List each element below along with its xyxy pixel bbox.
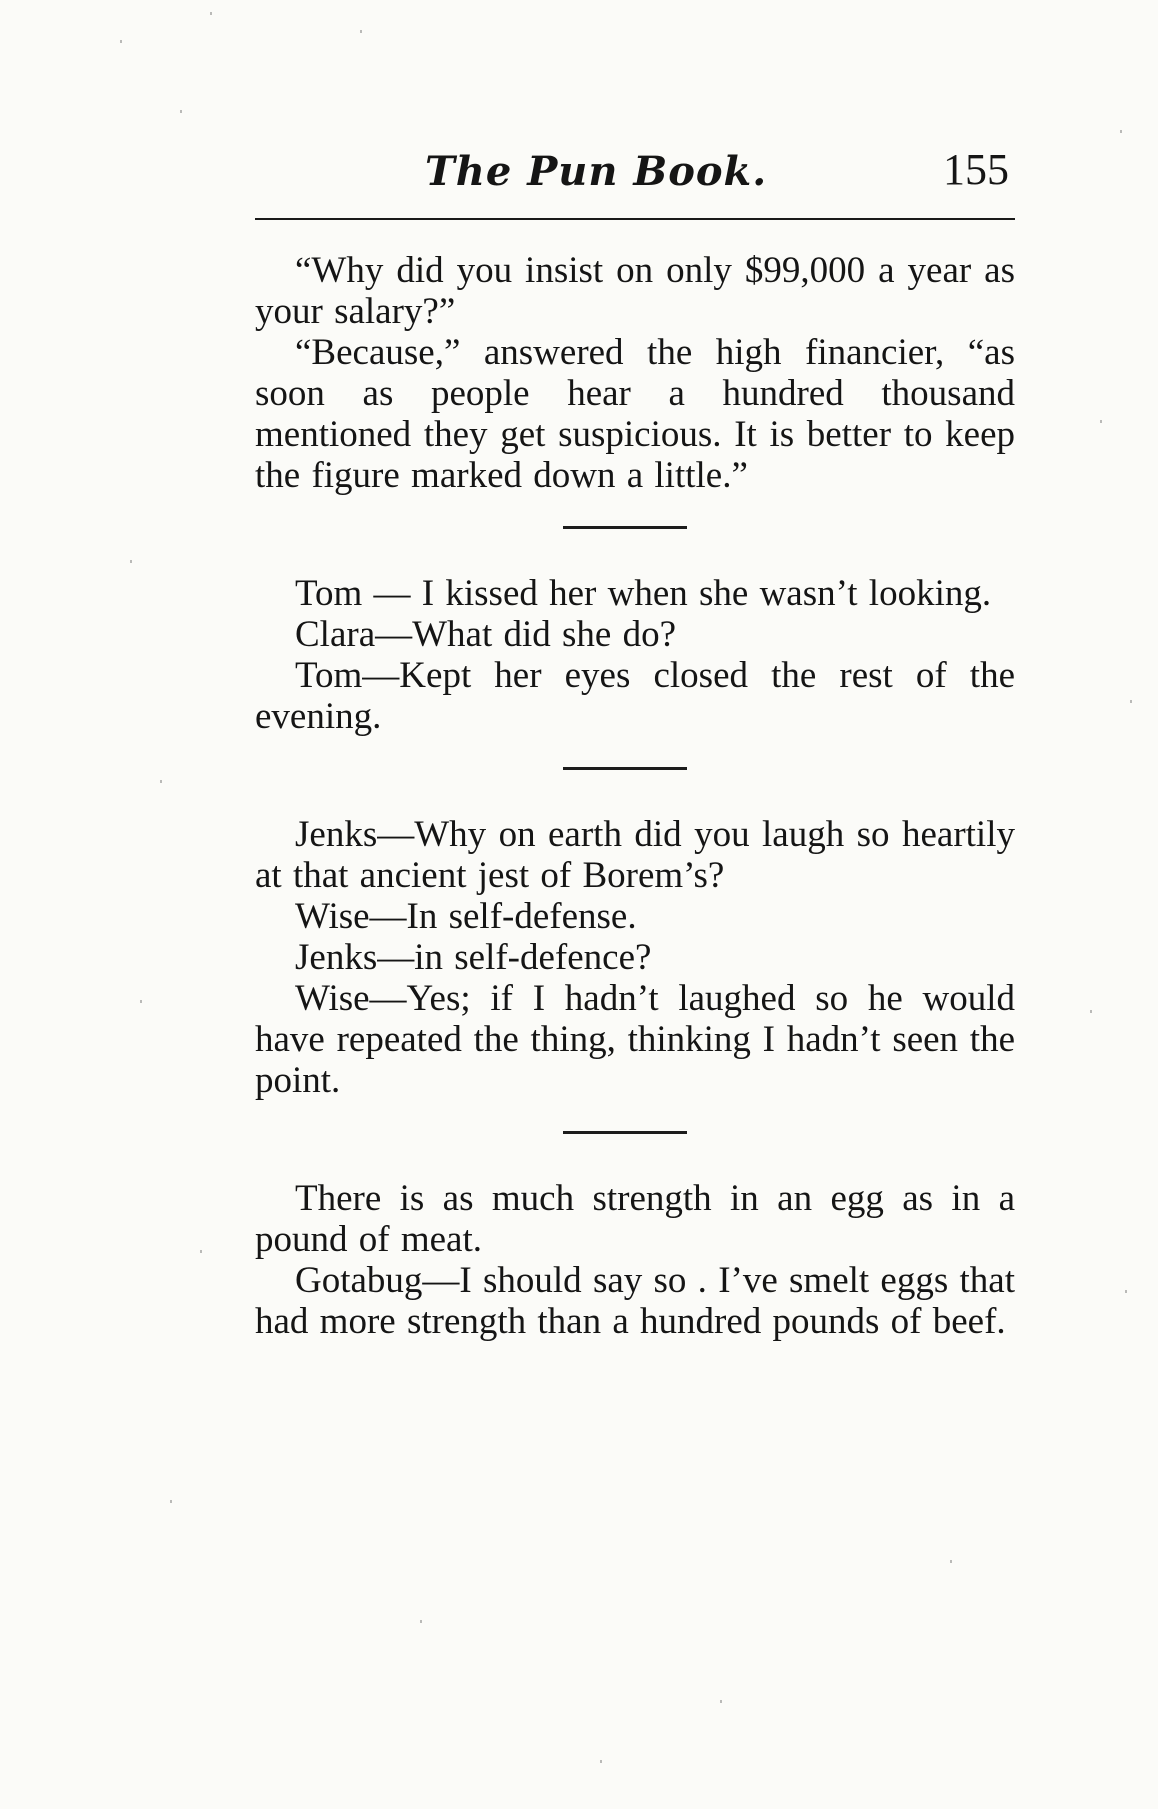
paragraph: “Because,” answered the high financier, “as soon as people hear a hundred thousand mentioned they get suspicious. It is better to keep the figure marked down a little.” <box>255 332 1015 496</box>
running-title: The Pun Book. <box>425 148 768 195</box>
book-page <box>255 140 1015 1342</box>
paragraph: Jenks—Why on earth did you laugh so heartily at that ancient jest of Borem’s? <box>255 814 1015 896</box>
paragraph: Gotabug—I should say so . I’ve smelt eggs that had more strength than a hundred pounds of beef. <box>255 1260 1015 1342</box>
joke-entry <box>255 814 1015 1101</box>
paragraph: Wise—In self-defense. <box>295 896 637 937</box>
page-header <box>255 140 1015 220</box>
joke-entry <box>255 1178 1015 1342</box>
section-divider <box>563 767 687 770</box>
paragraph: Tom — I kissed her when she wasn’t looking. <box>295 573 992 614</box>
paragraph: Jenks—in self-defence? <box>295 937 652 978</box>
paragraph: Tom—Kept her eyes closed the rest of the evening. <box>255 655 1015 737</box>
joke-entry <box>255 250 1015 496</box>
paragraph: Wise—Yes; if I hadn’t laughed so he would have repeated the thing, thinking I hadn’t seen the point. <box>255 978 1015 1101</box>
page-body <box>255 250 1015 1342</box>
section-divider <box>563 526 687 529</box>
paragraph: “Why did you insist on only $99,000 a year as your salary?” <box>255 250 1015 332</box>
page-number: 155 <box>943 145 1009 194</box>
section-divider <box>563 1131 687 1134</box>
joke-entry <box>255 573 1015 737</box>
paragraph: There is as much strength in an egg as in a pound of meat. <box>255 1178 1015 1260</box>
paragraph: Clara—What did she do? <box>295 614 677 655</box>
